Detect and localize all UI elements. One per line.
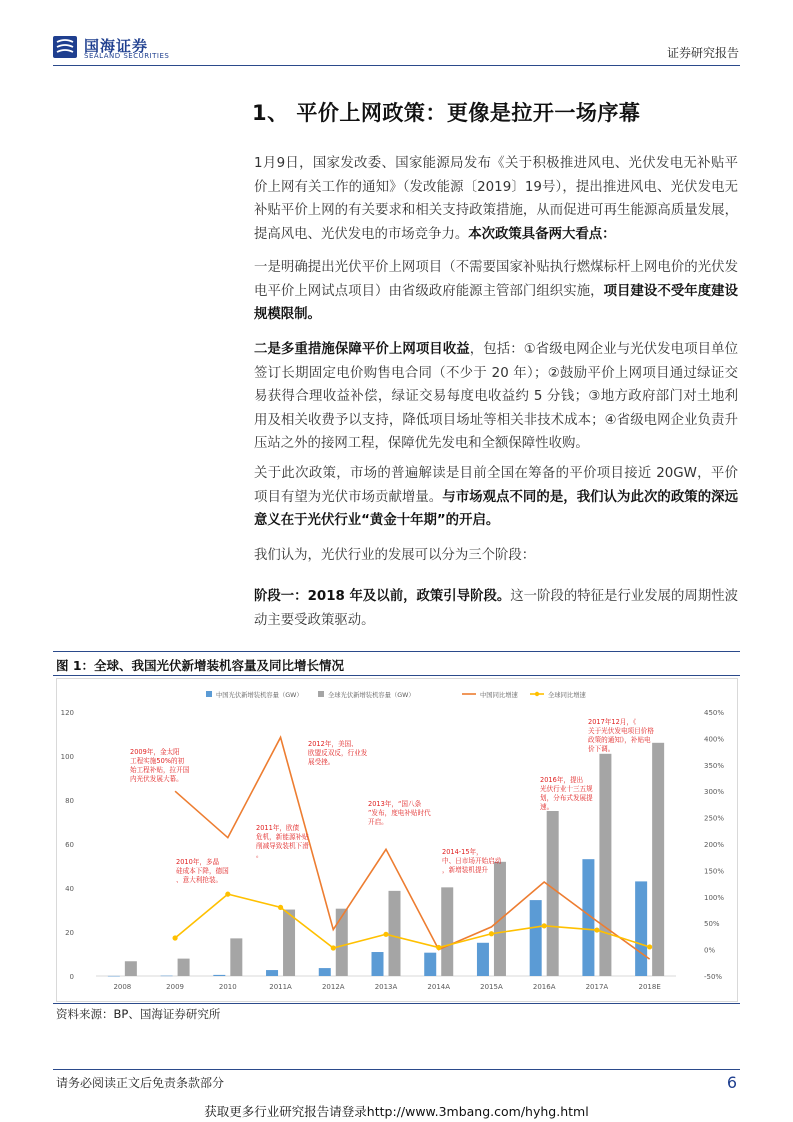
chart-annotation: 政策的通知》，补贴电 [588,736,651,744]
install-capacity-chart [56,678,736,1000]
paragraph-3-bold: 二是多重措施保障平价上网项目收益 [254,342,470,357]
line-point [278,905,283,910]
bar [213,975,225,976]
figure-top-divider [53,651,740,652]
paragraph-1 [254,152,738,246]
line-point [542,923,547,928]
y-left-tick-label: 120 [60,709,74,717]
chart-annotation: 。 [256,851,263,859]
x-tick-label: 2008 [113,983,132,991]
x-tick-label: 2012A [321,983,345,991]
logo-subtext: SEALAND SECURITIES [84,52,170,60]
chart-annotation: 2009年，金太阳 [130,748,180,756]
bar [635,881,647,976]
x-tick-label: 2018E [638,983,661,991]
paragraph-2-text: 一是明确提出光伏平价上网项目（不需要国家补贴执行燃煤标杆上网电价的光伏发电平价上网试点项目）由省级政府能源主管部门组织实施， [254,260,738,299]
legend-label: 全球光伏新增装机容量（GW） [328,692,415,699]
page-number: 6 [726,1073,737,1092]
paragraph-4 [254,462,738,533]
y-right-tick-label: 0% [704,946,716,955]
chart-annotation: 中、日市场开始启动 [442,857,502,865]
y-right-tick-label: -50% [704,973,723,981]
bar [547,811,559,976]
line-point [647,944,652,949]
bar [161,976,173,977]
bar [389,891,401,976]
logo-text: 国海证券 [84,37,149,55]
legend-label: 中国光伏新增装机容量（GW） [216,692,303,699]
line-series [175,894,650,948]
line-series [175,737,650,959]
paragraph-3-text: ，包括：①省级电网企业与光伏发电项目单位签订长期固定电价购售电合同（不少于 20 年）；②鼓励平价上网项目通过绿证交易获得合理收益补偿，绿证交易每度电收益约 5 分钱；③地方政府部门对土地利用及相关收费予以支持，降低项目场址等相关非技术成本；④省级电网企业负责升压站之外的接网工程，保障优先发电和全额保障性收购。 [254,342,738,451]
download-link[interactable]: 获取更多行业研究报告请登录http://www.3mbang.com/hyhg.html [204,1104,589,1119]
paragraph-2-bold: 项目建设不受年度建设规模限制。 [254,283,738,322]
bar [424,953,436,976]
bar [336,909,348,976]
y-right-tick-label: 450% [704,709,725,717]
bar [599,754,611,976]
chart-annotation: ”发布，度电补贴时代 [368,809,431,817]
chart-annotation: 速。 [540,803,554,811]
paragraph-6-bold: 阶段一：2018 年及以前，政策引导阶段。 [254,589,511,604]
report-type-label: 证券研究报告 [666,46,739,60]
x-tick-label: 2009 [166,983,185,991]
chart-annotation: 硅成本下降，德国 [176,867,229,875]
disclaimer-note: 请务必阅读正文后免责条款部分 [56,1076,225,1090]
bar [372,952,384,976]
sealand-logo-icon [53,36,77,58]
section-title: 1、 平价上网政策：更像是拉开一场序幕 [252,101,641,125]
chart-annotation: 2014-15年， [442,848,483,856]
x-tick-label: 2011A [269,983,292,991]
paragraph-4-text: 关于此次政策，市场的普遍解读是目前全国在筹备的平价项目接近 20GW，平价项目有望为光伏市场贡献增量。 [254,466,738,505]
chart-annotation: ，新增装机提升 [442,866,489,874]
chart-annotation: 2011年，欧债 [256,824,300,832]
bar [230,938,242,976]
x-tick-label: 2013A [374,983,398,991]
y-right-tick-label: 200% [704,841,725,849]
paragraph-3 [254,338,738,456]
paragraph-1-bold: 本次政策具备两大看点： [468,226,616,242]
y-left-tick-label: 0 [69,973,74,981]
x-tick-label: 2010 [218,983,237,991]
chart-annotation: 2013年，“国八条 [368,800,422,808]
y-left-tick-label: 20 [65,929,74,937]
bar [441,887,453,976]
chart-annotation: 2010年，多晶 [176,858,220,866]
y-left-tick-label: 80 [65,797,74,805]
y-right-tick-label: 150% [704,867,725,876]
legend-swatch [318,691,324,697]
line-point [172,935,177,940]
x-tick-label: 2016A [532,983,556,991]
chart-annotation: 始工程补贴，拉开国 [130,766,190,774]
chart-annotation: 2016年，提出 [540,776,584,784]
chart-annotation: 展受挫。 [308,758,335,766]
y-right-tick-label: 250% [704,814,725,823]
bar [477,943,489,976]
figure-source: 资料来源：BP、国海证券研究所 [56,1007,221,1021]
chart-annotation: 2012年，美国、 [308,740,358,748]
paragraph-6-text: 这一阶段的特征是行业发展的周期性波动主要受政策驱动。 [254,589,739,628]
line-point [331,945,336,950]
footer-divider [53,1069,740,1070]
header-divider [53,65,740,66]
paragraph-5: 我们认为，光伏行业的发展可以分为三个阶段： [254,548,536,563]
x-tick-label: 2014A [427,983,451,991]
chart-annotation: 光伏行业十三五规 [540,785,593,793]
paragraph-4-bold: 与市场观点不同的是，我们认为此次的政策的深远意义在于光伏行业“黄金十年期”的开启。 [254,489,739,528]
line-point [383,932,388,937]
bar [283,910,295,976]
bar [178,959,190,976]
bar [530,900,542,976]
y-right-tick-label: 350% [704,761,725,770]
line-point [489,931,494,936]
y-right-tick-label: 400% [704,735,725,744]
figure-caption-divider [53,675,740,676]
x-tick-label: 2015A [480,983,503,991]
y-right-tick-label: 300% [704,788,725,797]
line-point [594,927,599,932]
chart-annotation: 关于光伏发电项目价格 [588,727,654,735]
bar [652,743,664,976]
paragraph-1-text: 1月9日，国家发改委、国家能源局发布《关于积极推进风电、光伏发电无补贴平价上网有关工作的通知》（发改能源〔2019〕19号），提出推进风电、光伏发电无补贴平价上网的有关要求和相关支持政策措施，从而促进可再生能源高质量发展，提高风电、光伏发电的市场竞争力。 [254,156,738,242]
chart-annotation: 内光伏发展大幕。 [130,775,183,783]
bar [266,970,278,976]
chart-annotation: 危机，新能源补贴 [256,833,309,841]
bar [108,976,120,977]
legend-swatch [535,692,539,696]
chart-annotation: 欧盟反双反，行业发 [308,749,368,757]
chart-annotation: 2017年12月，《 [588,718,637,726]
chart-annotation: 划，分布式发展提 [540,794,593,802]
chart-annotation: 开启。 [368,818,388,826]
y-right-tick-label: 100% [704,893,725,902]
figure-caption: 图 1：全球、我国光伏新增装机容量及同比增长情况 [56,658,345,673]
line-point [436,945,441,950]
chart-annotation: 、意大利抢装。 [176,876,223,884]
line-point [225,892,230,897]
figure-bottom-divider [53,1003,740,1004]
chart-annotation: 工程实施50%的初 [130,757,185,765]
bar [125,961,137,976]
x-tick-label: 2017A [585,983,609,991]
legend-swatch [206,691,212,697]
y-left-tick-label: 60 [65,841,74,849]
y-left-tick-label: 100 [60,753,74,761]
bar [319,968,331,976]
paragraph-2 [254,256,738,327]
chart-annotation: 削减导致装机下滑 [256,842,309,850]
legend-label: 全球同比增速 [548,692,586,699]
y-right-tick-label: 50% [704,920,720,929]
y-left-tick-label: 40 [65,885,74,893]
chart-annotation: 价下调。 [588,745,615,753]
legend-label: 中国同比增速 [480,692,518,699]
paragraph-6 [254,585,738,632]
